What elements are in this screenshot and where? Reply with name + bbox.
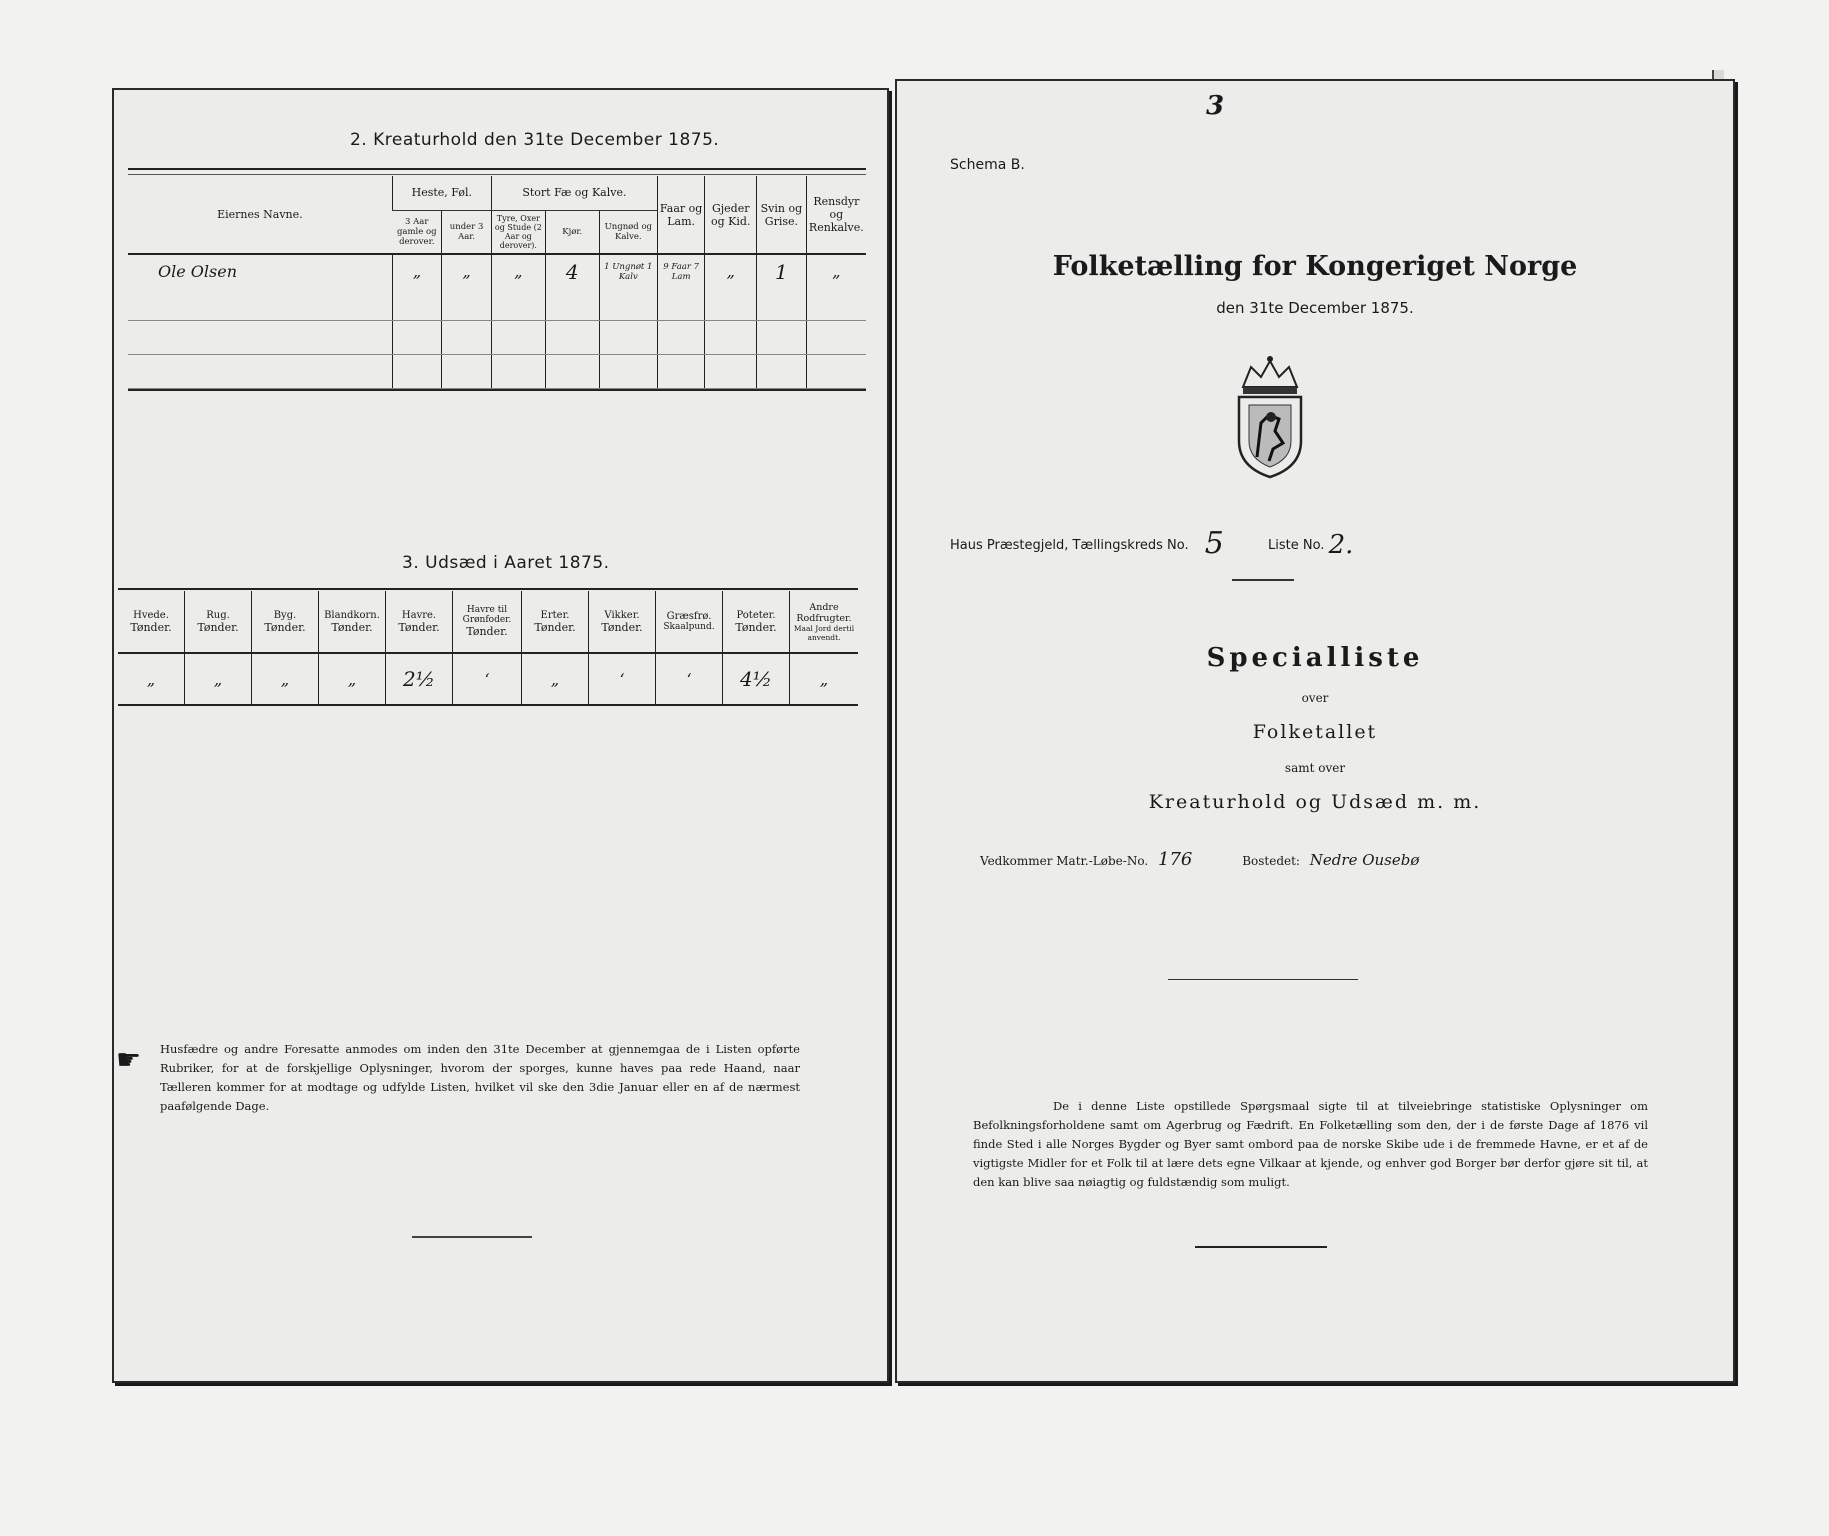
seed-value: 4½	[723, 653, 790, 705]
seed-col: Havre. Tønder.	[386, 591, 453, 653]
district-value: 5	[1204, 526, 1224, 561]
col-owner-name: Eiernes Navne.	[217, 208, 303, 221]
seed-col: Blandkorn. Tønder.	[319, 591, 386, 653]
col-stort: Stort Fæ og Kalve.	[491, 176, 657, 210]
instruction-note: Husfædre og andre Foresatte anmodes om inden den 31te December at gjennemgaa de i Listen opførte Rubriker, for at de forskjellige Oplysninger, hvorom der sporges, kunne haves paa rede Haand, naar Tælleren kommer for at modtage og udfylde Listen, hvilket vil ske den 3die Januar eller en af de nærmest paafølgende Dage.	[160, 1042, 800, 1113]
seed-col: Hvede. Tønder.	[130, 609, 172, 634]
seed-col: Havre til Grønfoder. Tønder.	[453, 591, 522, 653]
seed-value: ‘	[656, 653, 723, 705]
col-svin: Svin og Grise.	[757, 176, 807, 254]
matr-value: 176	[1158, 849, 1193, 870]
seed-col: Andre Rodfrugter. Maal Jord dertil anvendt.	[790, 591, 859, 653]
seed-value: ‘	[589, 653, 656, 705]
seed-value: „	[522, 653, 589, 705]
col-rensdyr: Rensdyr og Renkalve.	[806, 176, 866, 254]
pointing-hand-icon: ☛	[116, 1043, 142, 1076]
seed-col: Byg. Tønder.	[252, 591, 319, 653]
seed-col: Vikker. Tønder.	[589, 591, 656, 653]
parish-line	[950, 522, 1354, 561]
matr-label: Vedkommer Matr.-Løbe-No.	[980, 854, 1149, 868]
parish-label: Haus Præstegjeld,	[950, 538, 1069, 553]
over-label: over	[1301, 691, 1329, 705]
explanatory-text: De i denne Liste opstillede Spørgsmaal sigte til at tilveiebringe statistiske Oplysninger om Befolkningsforholdene samt om Agerbrug og Fædrift. En Folketælling som den, der i de første Dage af 1876 vil finde Sted i alle Norges Bygder og Byer samt ombord paa de norske Skibe ude i de fremmede Havne, er et af de vigtigste Midler for et Folk til at lære dets egne Vilkaar at kjende, og enhver god Borger bør derfor gjøre sit til, at den kan blive saa nøiagtig og fuldstændig som muligt.	[973, 1099, 1648, 1189]
list-value: 2.	[1328, 530, 1354, 560]
specialliste-heading: Specialliste	[1206, 643, 1424, 673]
seed-table	[118, 591, 858, 706]
seed-value: „	[790, 653, 859, 705]
schema-label: Schema B.	[950, 157, 1025, 173]
right-page	[895, 79, 1735, 1383]
val-rensdyr: „	[806, 254, 866, 288]
val-tyre: „	[491, 254, 545, 288]
document-title: Folketælling for Kongeriget Norge	[1052, 251, 1578, 282]
bosted-value: Nedre Ousebø	[1309, 851, 1420, 869]
seed-col: Græsfrø. Skaalpund.	[656, 591, 723, 653]
seed-col: Rug. Tønder.	[185, 591, 252, 653]
list-label: Liste No.	[1268, 538, 1325, 553]
seed-value: 2½	[386, 653, 453, 705]
val-kjor: 4	[545, 254, 599, 288]
district-label: Tællingskreds No.	[1072, 538, 1189, 553]
left-page	[112, 88, 889, 1383]
val-heste-old: „	[392, 254, 442, 288]
section3-title: 3. Udsæd i Aaret 1875.	[402, 553, 610, 573]
seed-value: ‘	[453, 653, 522, 705]
col-kjor: Kjør.	[545, 210, 599, 254]
seed-value: „	[319, 653, 386, 705]
folketallet-heading: Folketallet	[1252, 721, 1378, 743]
owner-name: Ole Olsen	[158, 262, 238, 281]
kreaturhold-heading: Kreaturhold og Udsæd m. m.	[1148, 791, 1482, 813]
bosted-label: Bostedet:	[1242, 854, 1300, 868]
val-gjeder: „	[705, 254, 757, 288]
seed-col: Erter. Tønder.	[522, 591, 589, 653]
col-faar: Faar og Lam.	[657, 176, 704, 254]
matr-line	[980, 849, 1419, 870]
samt-over-label: samt over	[1284, 761, 1346, 775]
col-ungnod: Ungnød og Kalve.	[599, 210, 657, 254]
seed-value: „	[252, 653, 319, 705]
seed-value: „	[146, 669, 156, 689]
seed-value: „	[185, 653, 252, 705]
col-heste-old: 3 Aar gamle og derover.	[396, 216, 437, 247]
col-heste-young: under 3 Aar.	[442, 210, 492, 254]
col-tyre: Tyre, Oxer og Stude (2 Aar og derover).	[491, 210, 545, 254]
livestock-table	[128, 176, 866, 391]
seed-col: Poteter. Tønder.	[723, 591, 790, 653]
col-gjeder: Gjeder og Kid.	[705, 176, 757, 254]
val-faar: 9 Faar 7 Lam	[657, 254, 704, 288]
section2-title: 2. Kreaturhold den 31te December 1875.	[350, 130, 720, 150]
val-heste-young: „	[442, 254, 492, 288]
coat-of-arms-icon	[1225, 353, 1315, 481]
val-ungnod: 1 Ungnøt 1 Kalv	[599, 254, 657, 288]
col-heste: Heste, Føl.	[392, 176, 491, 210]
document-date: den 31te December 1875.	[1216, 299, 1414, 317]
page-number: 3	[1205, 91, 1225, 121]
val-svin: 1	[757, 254, 807, 288]
